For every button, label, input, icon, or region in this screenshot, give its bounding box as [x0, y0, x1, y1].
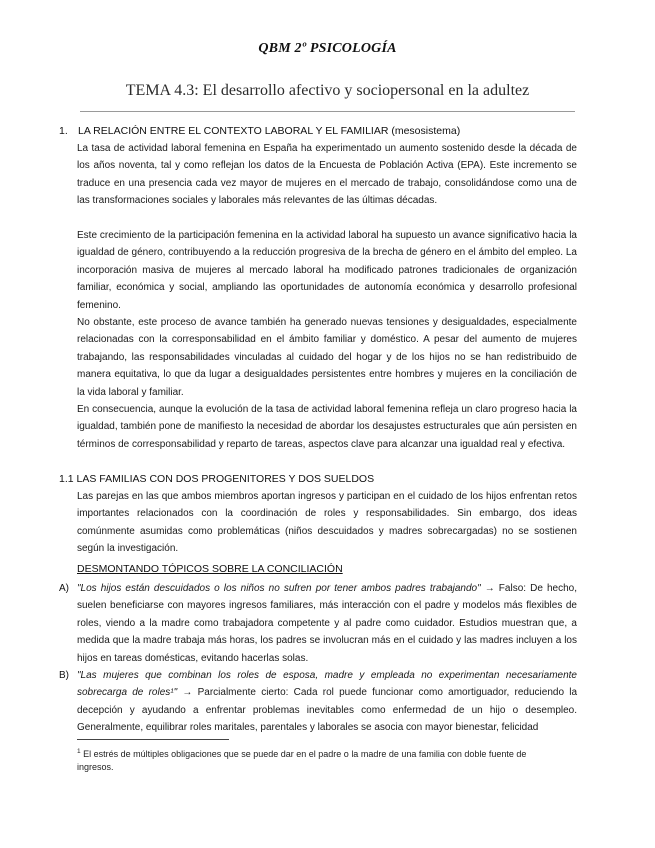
document-header: QBM 2º PSICOLOGÍA	[258, 41, 397, 56]
paragraph: Las parejas en las que ambos miembros aportan ingresos y participan en el cuidado de los hijos enfrentan retos importantes relacionados con la coordinación de roles y responsabilidades. Sin embargo, dos ideas comúnmente asumidas como problemáticas (niños descuidados y madres sobrecargadas) no se sostienen según la investigación.	[77, 491, 577, 555]
section-1-heading	[59, 124, 460, 138]
arrow-icon: →	[182, 687, 193, 699]
footnote	[77, 745, 547, 774]
item-b-marker: B)	[59, 670, 69, 681]
item-b-text: Parcialmente cierto: Cada rol puede funcionar como amortiguador, reduciendo la decepción y ayudando a enfrentar problemas inevitables como enfermedad de un hijo o desempleo. Generalmente, equilibrar roles maritales, parentales y laborales se asocia con mayor bienestar, felicidad	[77, 687, 578, 734]
title-divider	[80, 111, 575, 112]
page-title: TEMA 4.3: El desarrollo afectivo y sociopersonal en la adultez	[125, 82, 530, 99]
footnote-text: El estrés de múltiples obligaciones que se puede dar en el padre o la madre de una familia con doble fuente de ingresos.	[77, 749, 527, 772]
list-item-b	[77, 667, 577, 737]
section-1-number: 1.	[59, 125, 68, 137]
paragraph: La tasa de actividad laboral femenina en España ha experimentado un aumento sostenido desde la década de los años noventa, tal y como reflejan los datos de la Encuesta de Población Activa (EPA). Este incremento se traduce en una presencia cada vez mayor de mujeres en el mercado de trabajo, consolidándose como una de las transformaciones sociales y laborales más relevantes de las últimas décadas.	[77, 143, 577, 207]
item-b-quote: "Las mujeres que combinan los roles de esposa, madre y empleada no experimentan necesariamente sobrecarga de roles¹"	[77, 670, 577, 699]
section-1-1-heading: 1.1 LAS FAMILIAS CON DOS PROGENITORES Y DOS SUELDOS	[59, 473, 375, 485]
list-item-a	[77, 580, 577, 667]
arrow-icon: →	[484, 583, 495, 594]
footnote-marker: 1	[77, 748, 81, 755]
paragraph: En consecuencia, aunque la evolución de la tasa de actividad laboral femenina refleja un claro progreso hacia la igualdad, también pone de manifiesto la necesidad de abordar los desajustes estructurales que aún persisten en términos de corresponsabilidad y reparto de tareas, aspectos clave para alcanzar una igualdad real y efectiva.	[77, 404, 577, 450]
paragraph: Este crecimiento de la participación femenina en la actividad laboral ha supuesto un avance significativo hacia la igualdad de género, contribuyendo a la reducción progresiva de la brecha de género en el ámbito del empleo. La incorporación masiva de mujeres al mercado laboral ha modificado patrones tradicionales de organización familiar, económica y social, ampliando las oportunidades de autonomía económica y desarrollo profesional femenino.	[77, 230, 577, 311]
paragraph: No obstante, este proceso de avance también ha generado nuevas tensiones y desigualdades, especialmente relacionadas con la corresponsabilidad en el ámbito familiar y doméstico. A pesar del aumento de mujeres trabajando, las responsabilidades vinculadas al cuidado del hogar y de los hijos no se han redistribuido de manera equitativa, lo que da lugar a desigualdades persistentes entre hombres y mujeres en la conciliación de la vida laboral y familiar.	[77, 317, 577, 398]
section-1-heading-text: LA RELACIÓN ENTRE EL CONTEXTO LABORAL Y EL FAMILIAR (mesosistema)	[78, 125, 461, 137]
item-a-text: Falso: De hecho, suelen beneficiarse con mayores ingresos familiares, más interacción con el padre y modelos más flexibles de roles, viendo a la madre como trabajadora competente y al padre como cuidador. Estudios muestran que, a medida que la madre trabaja más horas, los padres se involucran más en el cuidado y las madres incluyen a los hijos en tareas domésticas, evitando hacerlas solas.	[77, 583, 577, 664]
item-a-marker: A)	[59, 583, 69, 594]
footnote-divider	[77, 739, 229, 740]
subsection-heading: DESMONTANDO TÓPICOS SOBRE LA CONCILIACIÓN	[77, 563, 343, 575]
item-a-quote: "Los hijos están descuidados o los niños no sufren por tener ambos padres trabajando"	[77, 583, 481, 594]
